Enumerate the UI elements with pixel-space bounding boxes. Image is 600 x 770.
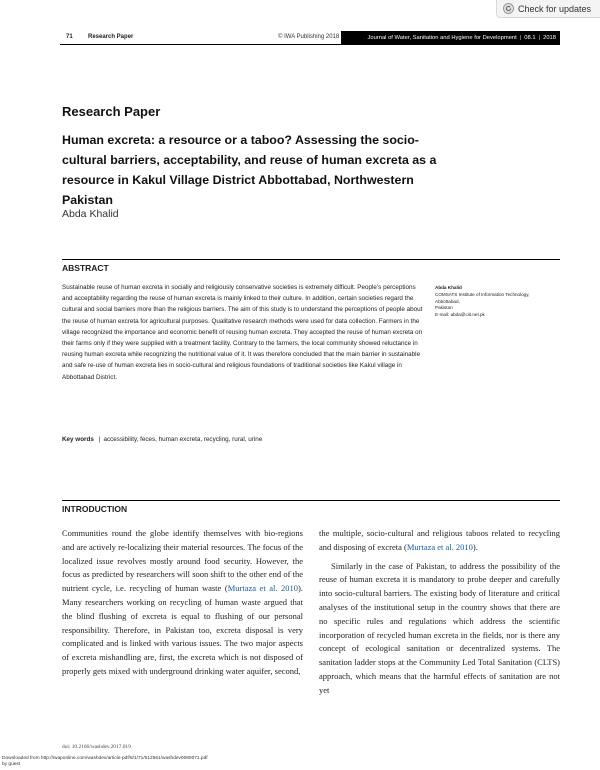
- refresh-icon: [503, 3, 514, 14]
- abstract-heading: ABSTRACT: [62, 263, 109, 273]
- article-title: Human excreta: a resource or a taboo? Assessing the socio-cultural barriers, acceptability, and reuse of human excreta as a resource in Kakul Village District Abbottabad, Northwestern Pakistan: [62, 133, 437, 207]
- abstract-text: Sustainable reuse of human excreta in socially and religiously conservative societies is extremely difficult. People’s perceptions and acceptability regarding the reuse of human excreta is mainly linked to their culture. In addition, certain societies regard the cultural and social barriers more than the religious barriers. The aim of this study is to understand the perceptions of people about the reuse of human excreta for agricultural purposes. Qualitative research methods were used for data collection. Farmers in the village recognized the importance and economic benefit of reusing human excreta. They accepted the reuse of human excreta on their farms only if they were supplied with a treatment facility. Contrary to the farmers, the local community showed reluctance in reusing human excreta while recognizing the nutritional value of it. It was therefore concluded that the main barrier in sustainable and safe re-use of human excreta lies in socio-cultural and religious foundations of traditional societies like Kakul village in Abbottabad District.: [62, 284, 423, 381]
- paragraph-text: ). Many researchers working on recycling of human waste argued that the blind flushing of excreta is equal to flushing of our personal responsibility. Therefore, in Pakistan too, excreta disposal is very complicated and is linked with various issues. The two major aspects of excreta mishandling are, first, the excreta which is not disposed of properly gets mixed with underground drinking water aquifer, second,: [62, 583, 303, 676]
- paragraph-text: ).: [472, 541, 478, 552]
- paragraph-text: the multiple, socio-cultural and religious taboos related to recycling and disposing of excreta (: [319, 528, 560, 552]
- header-rule: [60, 44, 560, 45]
- author-affiliation: [435, 285, 565, 319]
- affiliation-city: Abbottabad,: [435, 298, 460, 304]
- download-by: by guest: [2, 762, 21, 767]
- affiliation-name: Abda Khalid: [435, 285, 462, 290]
- article-type-heading: Research Paper: [62, 104, 161, 119]
- journal-year: 2018: [543, 34, 556, 41]
- download-url: Downloaded from http://iwaponline.com/washdev/article-pdf/8/1/71/512561/washdev0080071.pdf: [2, 756, 208, 761]
- page-number: 71: [66, 34, 73, 40]
- separator: |: [519, 34, 522, 41]
- keywords-list: accessibility, feces, human excreta, recycling, rural, urine: [103, 436, 263, 443]
- journal-name: Journal of Water, Sanitation and Hygiene for Development: [367, 34, 517, 41]
- check-for-updates-label: Check for updates: [518, 3, 592, 14]
- affiliation-institution: COMSATS Institute of Information Technology,: [435, 291, 530, 297]
- citation-link[interactable]: Murtaza et al. 2010: [227, 583, 299, 594]
- keywords: [62, 436, 424, 443]
- volume-issue: 08.1: [524, 34, 536, 41]
- publisher-copyright: © IWA Publishing 2018: [278, 34, 340, 40]
- introduction-heading: INTRODUCTION: [62, 504, 128, 514]
- citation-link[interactable]: Murtaza et al. 2010: [406, 541, 473, 552]
- paragraph: [62, 527, 303, 679]
- separator: |: [98, 436, 101, 443]
- abstract-rule: [62, 259, 560, 260]
- body-column-left: [62, 527, 303, 679]
- keywords-label: Key words: [62, 436, 94, 443]
- download-note: [2, 756, 302, 768]
- journal-banner: [341, 31, 560, 44]
- body-column-right: [319, 527, 560, 698]
- affiliation-email: E-mail: abda@ciit.net.pk: [435, 312, 485, 318]
- introduction-rule: [62, 500, 560, 501]
- affiliation-country: Pakistan: [435, 305, 453, 311]
- separator: |: [538, 34, 541, 41]
- paragraph-text: Communities round the globe identify themselves with bio-regions and are actively re-localizing their material resources. The focus of the localized issue revolves mostly around food security. However, the focus as predicted by researchers will soon shift to the other end of the nutrient cycle, i.e. recycling of human waste (: [62, 528, 303, 594]
- author-name: Abda Khalid: [62, 208, 119, 220]
- doi: doi: 10.2166/washdev.2017.019: [62, 744, 131, 750]
- header-article-type: Research Paper: [88, 34, 134, 40]
- check-for-updates-button[interactable]: [496, 0, 600, 18]
- paragraph: [319, 527, 560, 555]
- paragraph: Similarly in the case of Pakistan, to address the possibility of the reuse of human excreta it is mandatory to probe deeper and carefully into socio-cultural barriers. The existing body of literature and critical analyses of the institutional setup in the country shows that there are no specific rules and regulations which address the scientific incorporation of recycled human excreta in the fields, nor is there any concept of ecological sanitation or decentralized systems. The sanitation ladder stops at the Community Led Total Sanitation (CLTS) approach, which means that the harmful effects of sanitation are not yet: [319, 560, 560, 695]
